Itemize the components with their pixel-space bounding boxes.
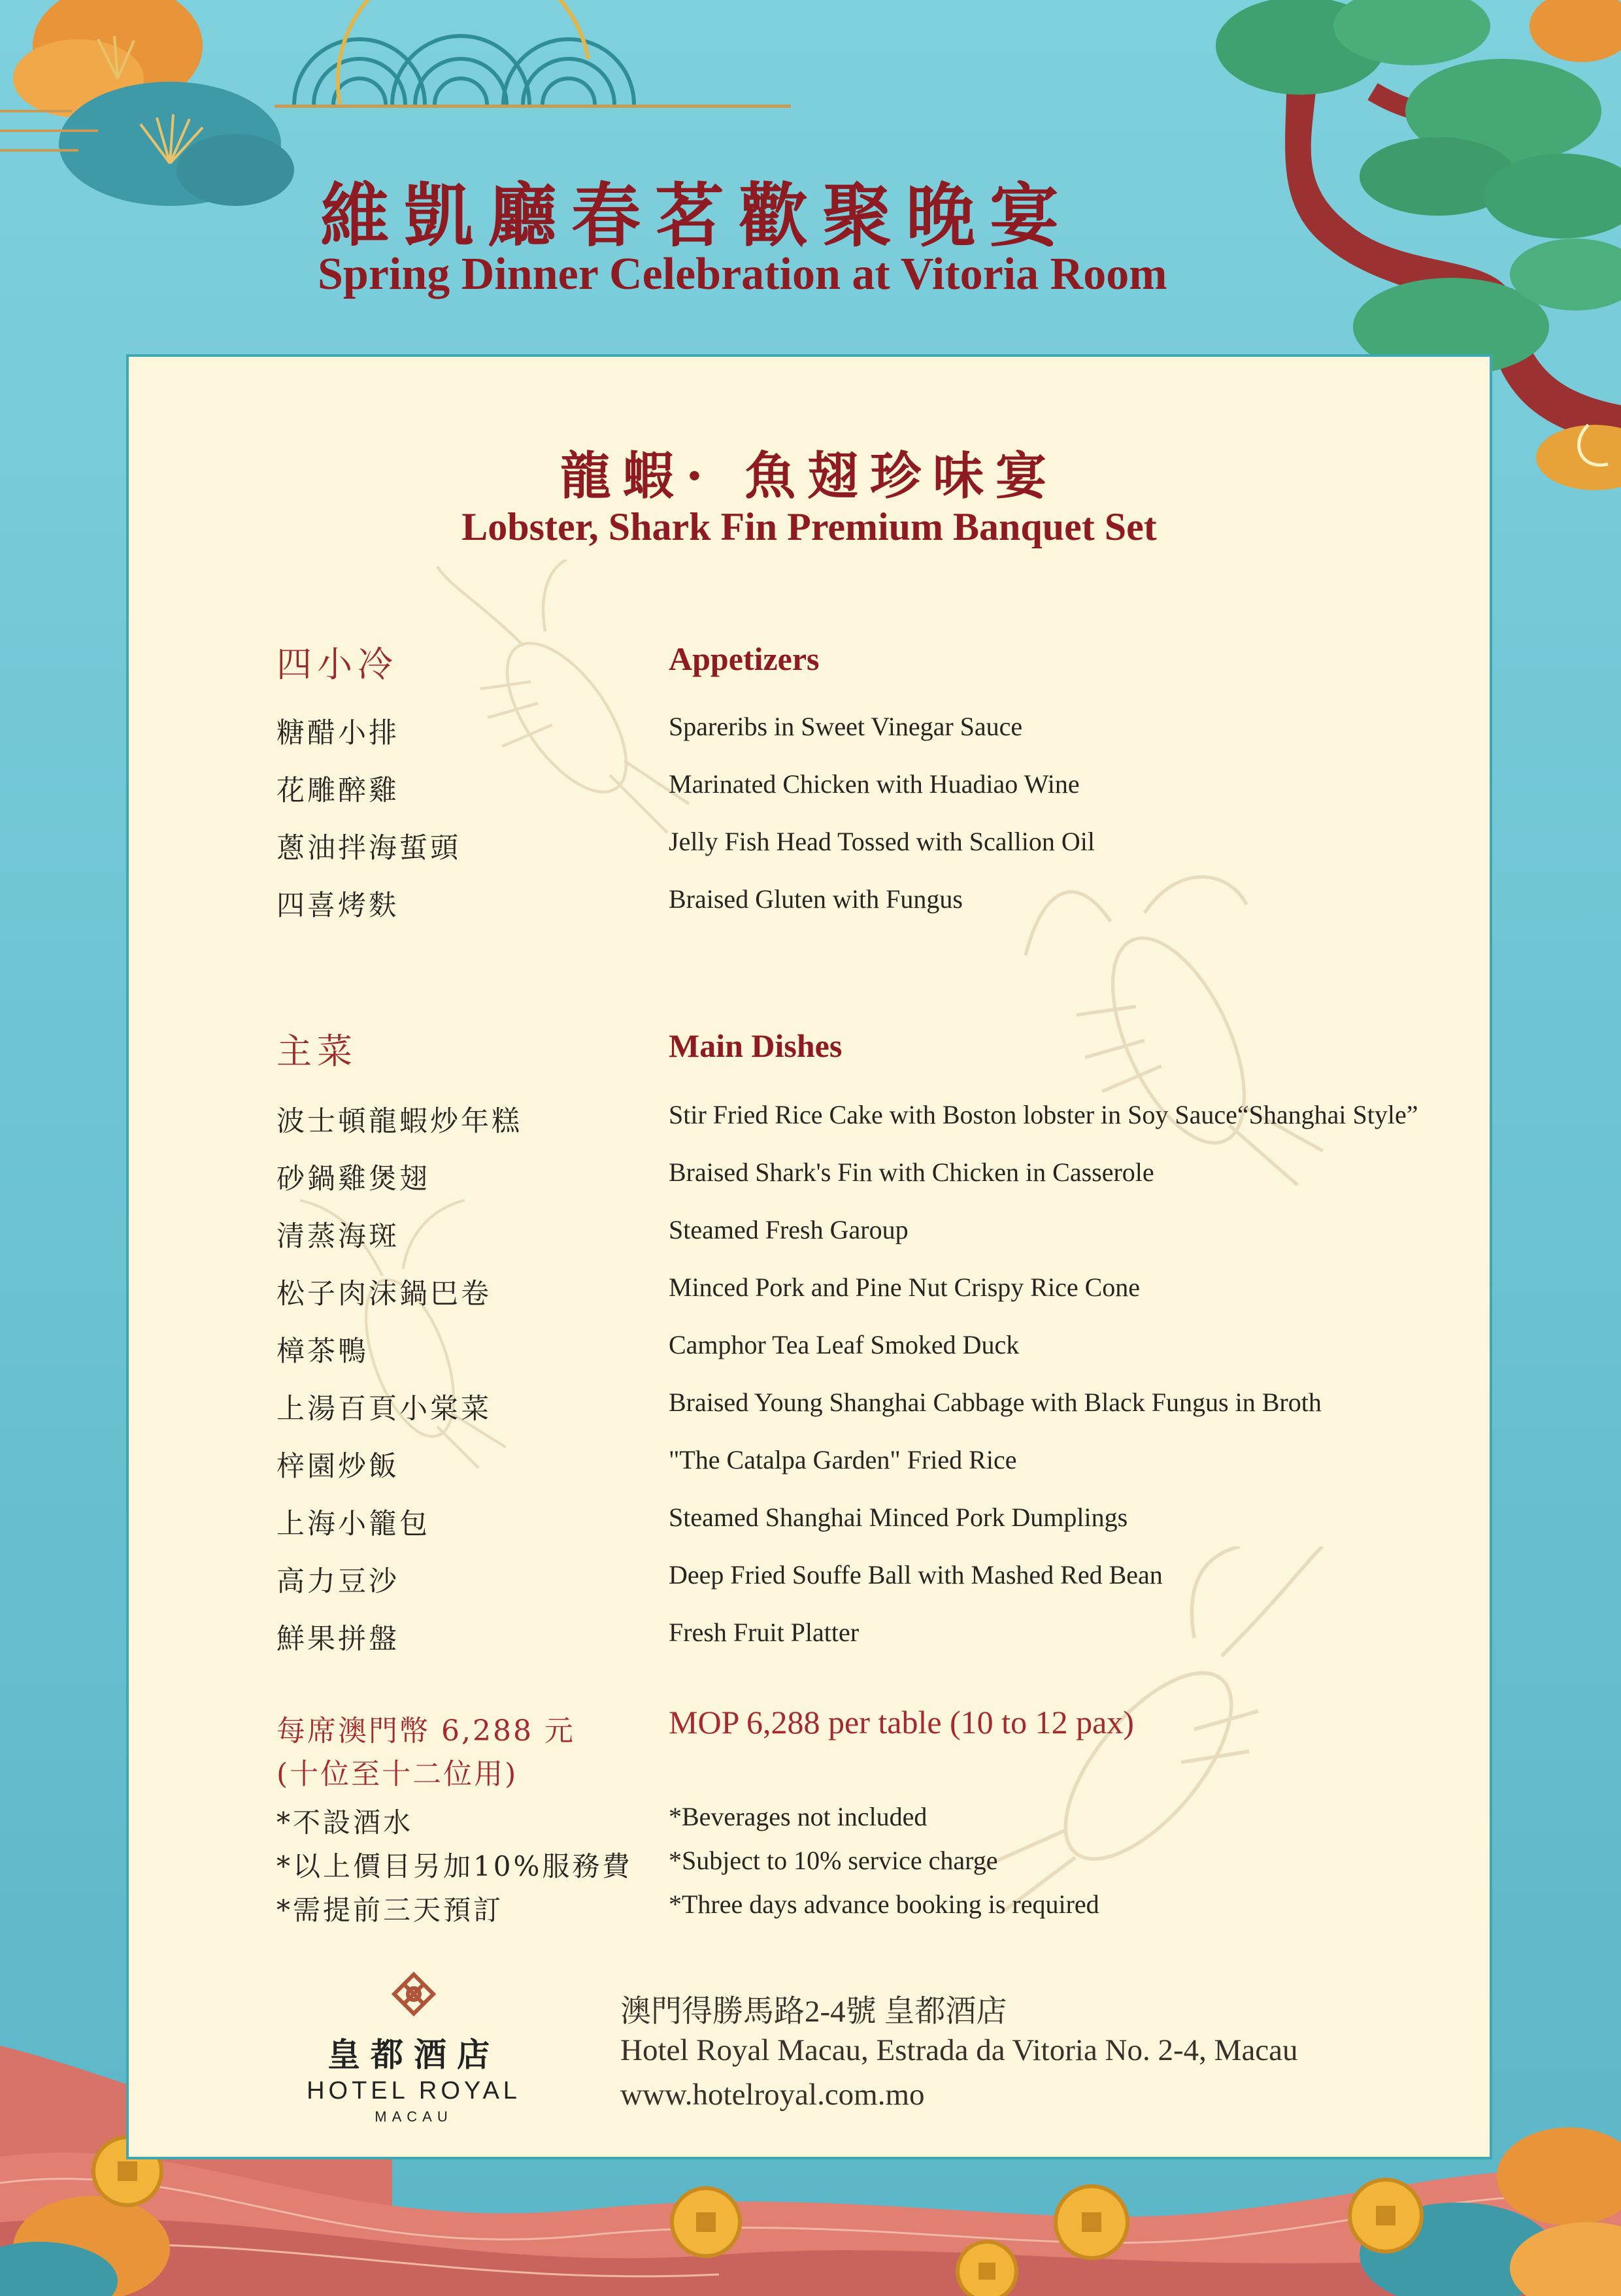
menu-item-en: Camphor Tea Leaf Smoked Duck	[669, 1330, 1020, 1359]
website-link[interactable]: www.hotelroyal.com.mo	[620, 2078, 925, 2112]
menu-item-en: Braised Shark's Fin with Chicken in Casserole	[669, 1157, 1154, 1187]
menu-item-zh: 鮮果拼盤	[276, 1623, 399, 1655]
menu-item	[129, 769, 1490, 814]
menu-item-zh: 松子肉沫鍋巴卷	[276, 1278, 492, 1310]
menu-item-zh: 上海小籠包	[276, 1508, 430, 1540]
menu-item-en: Braised Young Shanghai Cabbage with Black Fungus in Broth	[669, 1388, 1322, 1417]
menu-item	[129, 1444, 1490, 1490]
note-zh: *以上價目另加10%服務費	[276, 1850, 633, 1882]
note-en: *Beverages not included	[669, 1802, 927, 1831]
menu-item	[129, 711, 1490, 757]
menu-item-en: Minced Pork and Pine Nut Crispy Rice Cone	[669, 1273, 1141, 1302]
menu-item	[129, 826, 1490, 872]
menu-item	[129, 1559, 1490, 1605]
menu-item-zh: 四喜烤麩	[276, 890, 399, 922]
hotel-city: MACAU	[375, 2108, 453, 2125]
banquet-title-en: Lobster, Shark Fin Premium Banquet Set	[461, 505, 1157, 548]
menu-item-en: Stir Fried Rice Cake with Boston lobster in Soy Sauce“Shanghai Style”	[669, 1100, 1418, 1129]
note-zh: *不設酒水	[276, 1806, 414, 1838]
menu-item-zh: 糖醋小排	[276, 717, 399, 750]
note-en: *Three days advance booking is required	[669, 1889, 1099, 1919]
menu-item-en: "The Catalpa Garden" Fried Rice	[669, 1445, 1017, 1474]
menu-card	[126, 354, 1492, 2159]
hotel-name-zh: 皇都酒店	[327, 2035, 500, 2074]
menu-item-zh: 花雕醉雞	[276, 774, 399, 807]
wave-ornament-icon	[275, 0, 791, 108]
note-item	[129, 1845, 1490, 1891]
main-dishes-heading-zh: 主菜	[276, 1031, 358, 1072]
hotel-emblem-icon	[391, 1971, 437, 2017]
menu-item-zh: 樟茶鴨	[276, 1335, 369, 1368]
menu-item-en: Jelly Fish Head Tossed with Scallion Oil	[669, 827, 1095, 856]
menu-item-en: Fresh Fruit Platter	[669, 1618, 860, 1647]
menu-item	[129, 1157, 1490, 1203]
cloud-icon	[0, 0, 294, 206]
menu-item-en: Braised Gluten with Fungus	[669, 884, 963, 914]
event-title-zh: 維凱廳春茗歡聚晚宴	[320, 175, 1073, 256]
menu-item	[129, 1214, 1490, 1260]
note-item	[129, 1889, 1490, 1935]
menu-item-en: Marinated Chicken with Huadiao Wine	[669, 769, 1080, 799]
menu-item	[129, 1502, 1490, 1548]
price-pax-zh: (十位至十二位用)	[276, 1757, 518, 1791]
appetizers-heading-zh: 四小冷	[276, 644, 398, 685]
menu-item-en: Deep Fried Souffe Ball with Mashed Red Bean	[669, 1560, 1163, 1589]
note-en: *Subject to 10% service charge	[669, 1846, 998, 1875]
menu-item-zh: 波士頓龍蝦炒年糕	[276, 1105, 522, 1138]
menu-item	[129, 1387, 1490, 1433]
menu-item-zh: 蔥油拌海蜇頭	[276, 832, 461, 865]
address-zh: 澳門得勝馬路2-4號 皇都酒店	[620, 1995, 1007, 2029]
hotel-name-en: HOTEL ROYAL	[307, 2077, 521, 2105]
menu-item-zh: 上湯百頁小棠菜	[276, 1393, 492, 1425]
appetizers-heading-en: Appetizers	[669, 641, 820, 677]
note-zh: *需提前三天預訂	[276, 1894, 504, 1926]
menu-item-en: Spareribs in Sweet Vinegar Sauce	[669, 712, 1023, 741]
menu-item	[129, 884, 1490, 929]
menu-item	[129, 1329, 1490, 1375]
event-title-en: Spring Dinner Celebration at Vitoria Room	[318, 249, 1167, 299]
address-en: Hotel Royal Macau, Estrada da Vitoria No. 2-4, Macau	[620, 2033, 1298, 2067]
menu-item-en: Steamed Shanghai Minced Pork Dumplings	[669, 1503, 1128, 1532]
menu-item-zh: 梓園炒飯	[276, 1450, 399, 1483]
menu-item-zh: 清蒸海斑	[276, 1220, 399, 1253]
banquet-title-zh: 龍蝦· 魚翅珍味宴	[560, 446, 1059, 506]
menu-item-zh: 砂鍋雞煲翅	[276, 1163, 430, 1195]
menu-item	[129, 1099, 1490, 1145]
menu-item	[129, 1617, 1490, 1663]
price-en: MOP 6,288 per table (10 to 12 pax)	[669, 1704, 1134, 1740]
main-dishes-heading-en: Main Dishes	[669, 1027, 843, 1064]
menu-item-en: Steamed Fresh Garoup	[669, 1215, 909, 1244]
menu-item	[129, 1272, 1490, 1318]
note-item	[129, 1801, 1490, 1847]
price-zh: 每席澳門幣 6,288 元	[276, 1714, 575, 1748]
hotel-logo	[276, 1971, 551, 2125]
menu-item-zh: 高力豆沙	[276, 1565, 399, 1598]
